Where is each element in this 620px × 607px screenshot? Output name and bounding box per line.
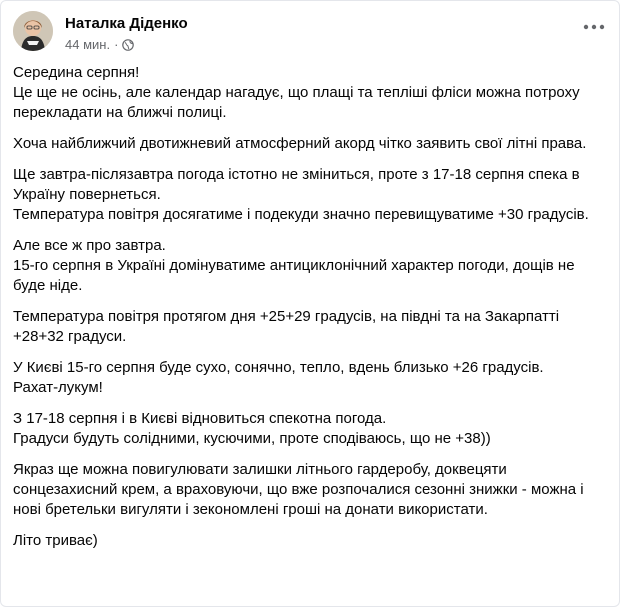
post-paragraph: У Києві 15-го серпня буде сухо, сонячно, тепло, вдень близько +26 градусів. Рахат-лукум! (13, 359, 544, 396)
post-meta (65, 37, 134, 52)
post-paragraph: Але все ж про завтра. 15-го серпня в Україні домінуватиме антициклонічний характер погоди, дощів не буде ніде. (13, 237, 575, 294)
post-paragraph: З 17-18 серпня і в Києві відновиться спекотна погода. Градуси будуть солідними, кусючими, проте сподіваюсь, що не +38)) (13, 410, 491, 447)
more-horizontal-icon[interactable] (581, 19, 607, 35)
post-paragraph: Хоча найближчий двотижневий атмосферний акорд чітко заявить свої літні права. (13, 135, 587, 152)
post-paragraph: Ще завтра-післязавтра погода істотно не зміниться, проте з 17-18 серпня спека в Україну повернеться. Температура повітря досягатиме і подекуди значно перевищуватиме +30 градусів. (13, 166, 589, 223)
meta-separator: · (114, 37, 119, 52)
author-name[interactable]: Наталка Діденко (65, 15, 188, 32)
post-paragraph: Літо триває) (13, 532, 98, 549)
post-paragraph: Температура повітря протягом дня +25+29 градусів, на півдні та на Закарпатті +28+32 градуси. (13, 308, 560, 345)
avatar-photo (13, 11, 53, 51)
post-paragraph: Середина серпня! Це ще не осінь, але календар нагадує, що плащі та тепліші фліси можна потроху перекладати на ближчі полиці. (13, 64, 580, 121)
globe-icon (122, 39, 134, 51)
post-body (13, 63, 603, 562)
post-time[interactable]: 44 мин. (65, 37, 111, 52)
author-avatar[interactable] (13, 11, 53, 51)
post-paragraph: Якраз ще можна повигулювати залишки літнього гардеробу, доквецяти сонцезахисний крем, а враховуючи, що вже розпочалися сезонні знижки - можна і нові бретельки вигуляти і зекономлені гроші на донати використати. (13, 461, 584, 518)
post-header (13, 11, 607, 55)
